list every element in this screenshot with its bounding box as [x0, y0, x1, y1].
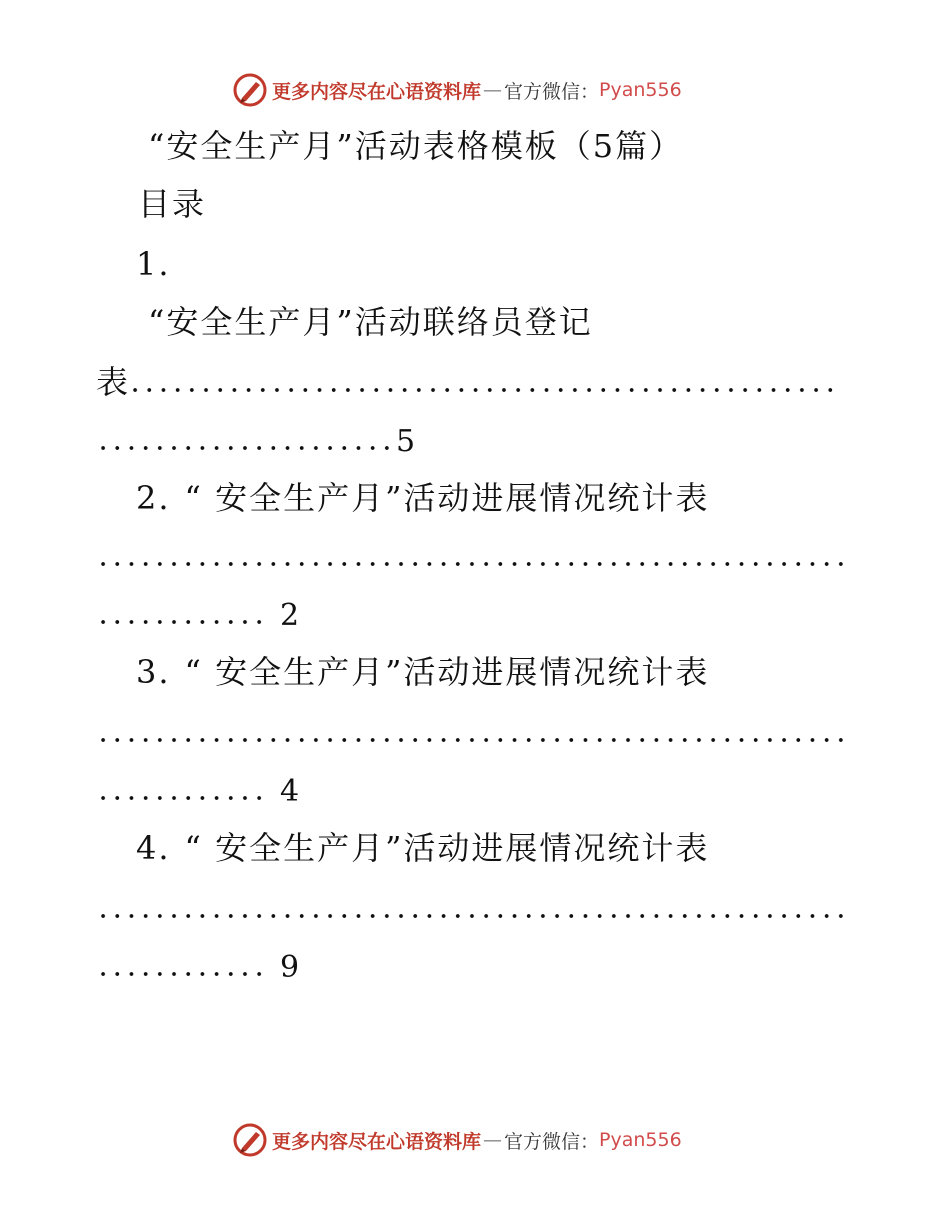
banner-wechat-id: Pyan556 — [599, 79, 682, 101]
dot-leader — [96, 737, 844, 743]
dot-leader — [96, 445, 396, 451]
toc-entry-4-leader — [96, 888, 844, 928]
toc-entry-4[interactable] — [136, 828, 709, 868]
toc-entry-2-title: “ 安全生产月”活动进展情况统计表 — [184, 479, 710, 517]
banner-official-text: 官方微信： — [504, 1130, 600, 1153]
page-title: “安全生产月”活动表格模板（5篇） — [148, 127, 684, 165]
toc-entry-3-leader-cont — [96, 770, 844, 812]
dot-leader — [96, 913, 844, 919]
toc-entry-3-title: “ 安全生产月”活动进展情况统计表 — [184, 653, 710, 691]
footer-banner — [232, 1120, 682, 1160]
toc-entry-1-leader — [96, 362, 844, 402]
header-banner — [232, 70, 682, 110]
dot-leader — [128, 387, 840, 393]
banner-main-text: 更多内容尽在心语资料库 — [272, 1130, 482, 1153]
toc-entry-4-title: “ 安全生产月”活动进展情况统计表 — [184, 829, 710, 867]
toc-heading: 目录 — [138, 185, 207, 223]
toc-entry-2-page: 2 — [280, 598, 300, 633]
toc-entry-3[interactable] — [136, 652, 709, 692]
toc-entry-1-title[interactable]: “安全生产月”活动联络员登记 — [148, 303, 593, 341]
dot-leader — [96, 561, 844, 567]
banner-main-text: 更多内容尽在心语资料库 — [272, 80, 482, 103]
toc-entry-2-number: 2. — [136, 479, 171, 517]
toc-entry-4-number: 4. — [136, 829, 171, 867]
toc-entry-4-leader-cont — [96, 946, 844, 988]
banner-separator: — — [483, 79, 503, 101]
dot-leader — [96, 795, 266, 801]
toc-entry-4-page: 9 — [280, 950, 300, 985]
toc-entry-2-leader-cont — [96, 594, 844, 636]
dot-leader — [96, 971, 266, 977]
toc-entry-3-leader — [96, 712, 844, 752]
toc-entry-3-page: 4 — [280, 774, 300, 809]
pen-logo-icon — [232, 72, 268, 108]
pen-logo-icon — [232, 1122, 268, 1158]
toc-entry-3-number: 3. — [136, 653, 171, 691]
toc-entry-1-number: 1. — [136, 245, 171, 283]
banner-official-text: 官方微信： — [504, 80, 600, 103]
toc-entry-1-title-end: 表 — [96, 363, 129, 401]
toc-entry-2-leader — [96, 536, 844, 576]
banner-separator: — — [483, 1129, 503, 1151]
toc-entry-1-leader-cont — [96, 420, 844, 462]
toc-entry-2[interactable] — [136, 478, 709, 518]
toc-entry-1-page: 5 — [396, 424, 416, 459]
banner-wechat-id: Pyan556 — [599, 1129, 682, 1151]
dot-leader — [96, 619, 266, 625]
